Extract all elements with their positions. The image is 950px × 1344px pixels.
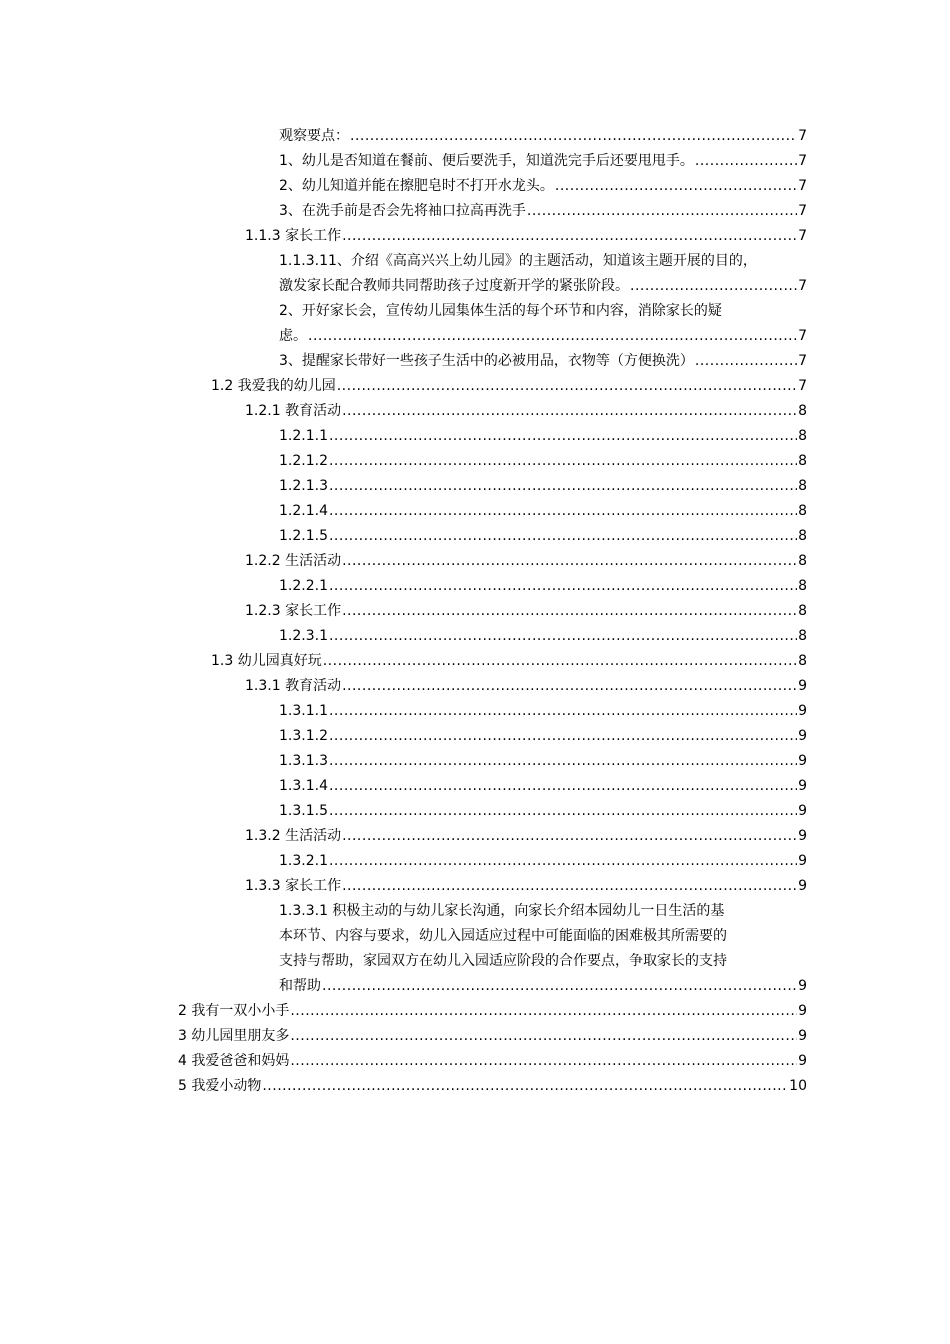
dot-leader [308, 324, 797, 349]
dot-leader [329, 849, 797, 874]
toc-entry-label: 2 我有一双小小手 [178, 1003, 290, 1019]
toc-page-number: 9 [798, 728, 807, 744]
dot-leader [630, 274, 797, 299]
dot-leader [329, 524, 797, 549]
dot-leader [342, 549, 797, 574]
toc-page-number: 9 [798, 778, 807, 794]
toc-page-number: 8 [798, 453, 807, 469]
toc-entry-text: 支持与帮助，家园双方在幼儿入园适应阶段的合作要点，争取家长的支持 [279, 953, 727, 969]
toc-page-number: 8 [798, 428, 807, 444]
toc-page-number: 8 [798, 628, 807, 644]
toc-entry[interactable] [279, 249, 807, 299]
toc-entry[interactable] [178, 1049, 807, 1074]
toc-entry-label: 1、幼儿是否知道在餐前、便后要洗手，知道洗完手后还要甩甩手。 [279, 153, 694, 169]
toc-entry-text: 本环节、内容与要求，幼儿入园适应过程中可能面临的困难极其所需要的 [279, 928, 727, 944]
toc-page-number: 7 [798, 178, 807, 194]
toc-entry-label: 1.3.2.1 [279, 853, 328, 869]
toc-entry-label: 1.2.1.2 [279, 453, 328, 469]
toc-entry[interactable] [279, 699, 807, 724]
dot-leader [329, 574, 797, 599]
toc-entry-label: 激发家长配合教师共同帮助孩子过度新开学的紧张阶段。 [279, 278, 629, 294]
dot-leader [262, 1074, 788, 1099]
toc-page-number: 7 [798, 328, 807, 344]
toc-page-number: 7 [798, 153, 807, 169]
dot-leader [329, 724, 797, 749]
dot-leader [342, 224, 797, 249]
toc-entry[interactable] [178, 1024, 807, 1049]
dot-leader [290, 1049, 797, 1074]
dot-leader [329, 774, 797, 799]
toc-entry[interactable] [245, 599, 807, 624]
toc-page-number: 9 [798, 1003, 807, 1019]
toc-entry-label: 1.2.1.1 [279, 428, 328, 444]
dot-leader [329, 699, 797, 724]
toc-entry-label: 3、在洗手前是否会先将袖口拉高再洗手 [279, 203, 526, 219]
dot-leader [342, 824, 797, 849]
toc-entry-label: 3、提醒家长带好一些孩子生活中的必被用品，衣物等（方便换洗） [279, 353, 694, 369]
dot-leader [342, 674, 797, 699]
toc-entry[interactable] [211, 374, 807, 399]
dot-leader [290, 1024, 797, 1049]
toc-entry-label: 观察要点： [279, 128, 349, 144]
toc-entry[interactable] [178, 1074, 807, 1099]
dot-leader [350, 124, 797, 149]
toc-entry-text: 1.3.3.1 积极主动的与幼儿家长沟通，向家长介绍本园幼儿一日生活的基 [279, 903, 725, 919]
toc-entry[interactable] [279, 524, 807, 549]
toc-page-number: 7 [798, 278, 807, 294]
toc-entry[interactable] [279, 749, 807, 774]
dot-leader [337, 374, 797, 399]
toc-page-number: 8 [798, 603, 807, 619]
toc-page-number: 9 [798, 878, 807, 894]
toc-entry[interactable] [279, 774, 807, 799]
toc-entry-label: 1.3.1 教育活动 [245, 678, 342, 694]
toc-entry-label: 和帮助 [279, 978, 321, 994]
toc-entry[interactable] [279, 424, 807, 449]
toc-entry[interactable] [279, 349, 807, 374]
toc-entry[interactable] [279, 574, 807, 599]
toc-entry-label: 虑。 [279, 328, 307, 344]
toc-entry-label: 1.2 我爱我的幼儿园 [211, 378, 336, 394]
toc-entry[interactable] [279, 624, 807, 649]
dot-leader [342, 599, 797, 624]
toc-page-number: 9 [798, 1028, 807, 1044]
toc-entry-label: 1.2.2.1 [279, 578, 328, 594]
toc-entry-text: 1.1.3.11、介绍《高高兴兴上幼儿园》的主题活动，知道该主题开展的目的， [279, 253, 757, 269]
toc-page-number: 7 [798, 378, 807, 394]
toc-entry[interactable] [279, 299, 807, 349]
toc-page-number: 8 [798, 403, 807, 419]
toc-entry[interactable] [245, 549, 807, 574]
dot-leader [290, 999, 797, 1024]
dot-leader [329, 749, 797, 774]
dot-leader [342, 399, 797, 424]
toc-entry-label: 1.2.1.4 [279, 503, 328, 519]
dot-leader [329, 449, 797, 474]
toc-page-number: 7 [798, 128, 807, 144]
toc-entry-label: 1.1.3 家长工作 [245, 228, 342, 244]
toc-page-number: 7 [798, 228, 807, 244]
toc-entry[interactable] [279, 499, 807, 524]
dot-leader [329, 799, 797, 824]
toc-entry-label: 1.3.1.2 [279, 728, 328, 744]
toc-entry[interactable] [279, 849, 807, 874]
toc-entry[interactable] [245, 674, 807, 699]
toc-page-number: 9 [798, 753, 807, 769]
toc-entry[interactable] [279, 124, 807, 149]
toc-entry-text: 2、开好家长会，宣传幼儿园集体生活的每个环节和内容，消除家长的疑 [279, 303, 722, 319]
toc-page-number: 9 [798, 978, 807, 994]
toc-page-number: 9 [798, 703, 807, 719]
toc-entry-label: 1.2.1 教育活动 [245, 403, 342, 419]
toc-page-number: 8 [798, 553, 807, 569]
toc-entry[interactable] [245, 224, 807, 249]
toc-entry-label: 1.3.1.4 [279, 778, 328, 794]
toc-page-number: 9 [798, 1053, 807, 1069]
dot-leader [329, 624, 797, 649]
toc-page-number: 8 [798, 528, 807, 544]
dot-leader [695, 349, 797, 374]
toc-entry-label: 5 我爱小动物 [178, 1078, 262, 1094]
toc-page-number: 7 [798, 353, 807, 369]
toc-entry[interactable] [245, 874, 807, 899]
dot-leader [527, 199, 797, 224]
toc-entry-label: 1.2.3 家长工作 [245, 603, 342, 619]
toc-entry-label: 1.2.1.5 [279, 528, 328, 544]
toc-page-number: 8 [798, 653, 807, 669]
toc-entry[interactable] [279, 474, 807, 499]
toc-page-number: 9 [798, 678, 807, 694]
toc-page-number: 8 [798, 503, 807, 519]
toc-entry[interactable] [279, 199, 807, 224]
toc-page-number: 7 [798, 203, 807, 219]
dot-leader [322, 974, 797, 999]
toc-entry[interactable] [279, 174, 807, 199]
toc-entry[interactable] [279, 724, 807, 749]
toc-page-number: 10 [789, 1078, 807, 1094]
toc-entry-label: 3 幼儿园里朋友多 [178, 1028, 290, 1044]
dot-leader [342, 874, 797, 899]
toc-entry-label: 1.3.3 家长工作 [245, 878, 342, 894]
toc-page-number: 9 [798, 828, 807, 844]
toc-entry[interactable] [211, 649, 807, 674]
toc-entry-label: 1.2.3.1 [279, 628, 328, 644]
toc-page-number: 9 [798, 853, 807, 869]
dot-leader [695, 149, 797, 174]
toc-entry-label: 1.3.1.5 [279, 803, 328, 819]
dot-leader [329, 474, 797, 499]
toc-page-number: 8 [798, 478, 807, 494]
toc-entry-label: 4 我爱爸爸和妈妈 [178, 1053, 290, 1069]
dot-leader [329, 424, 797, 449]
toc-entry-label: 1.3.1.3 [279, 753, 328, 769]
toc-entry-label: 1.3.1.1 [279, 703, 328, 719]
toc-entry-label: 1.3 幼儿园真好玩 [211, 653, 322, 669]
toc-entry[interactable] [178, 999, 807, 1024]
toc-entry[interactable] [279, 449, 807, 474]
toc-page-number: 8 [798, 578, 807, 594]
toc-entry[interactable] [279, 799, 807, 824]
toc-entry-label: 1.2.1.3 [279, 478, 328, 494]
dot-leader [323, 649, 797, 674]
toc-entry[interactable] [279, 899, 807, 999]
toc-page-number: 9 [798, 803, 807, 819]
toc-entry[interactable] [245, 824, 807, 849]
toc-entry[interactable] [245, 399, 807, 424]
dot-leader [329, 499, 797, 524]
dot-leader [555, 174, 797, 199]
toc-entry[interactable] [279, 149, 807, 174]
toc-entry-label: 1.2.2 生活活动 [245, 553, 342, 569]
toc-entry-label: 2、幼儿知道并能在擦肥皂时不打开水龙头。 [279, 178, 554, 194]
toc-entry-label: 1.3.2 生活活动 [245, 828, 342, 844]
